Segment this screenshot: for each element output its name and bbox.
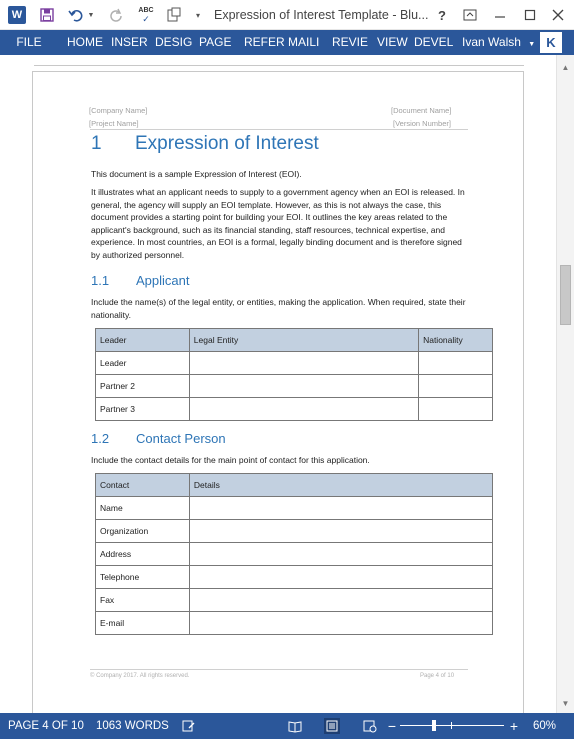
- intro-paragraph: This document is a sample Expression of Interest (EOI).: [91, 169, 302, 179]
- tab-references[interactable]: REFER: [244, 35, 285, 49]
- heading-expression-of-interest: [91, 133, 319, 155]
- table-cell[interactable]: [189, 352, 418, 375]
- proofing-icon[interactable]: [181, 718, 197, 734]
- page-top-edge: [34, 65, 524, 66]
- undo-icon[interactable]: [66, 5, 86, 25]
- table-cell[interactable]: [189, 398, 418, 421]
- read-mode-icon[interactable]: [287, 718, 303, 734]
- row-label: Name: [96, 497, 190, 520]
- table-cell[interactable]: [189, 589, 492, 612]
- table-row[interactable]: [96, 398, 493, 421]
- document-area[interactable]: [0, 55, 556, 713]
- row-label: E-mail: [96, 612, 190, 635]
- heading-number: 1: [91, 133, 102, 154]
- tab-insert[interactable]: INSER: [111, 35, 148, 49]
- heading-text: Contact Person: [136, 431, 226, 446]
- table-row[interactable]: [96, 520, 493, 543]
- help-button[interactable]: ?: [438, 7, 446, 23]
- user-dropdown-icon: ▼: [528, 41, 536, 48]
- footer-page-number: Page 4 of 10: [420, 673, 455, 679]
- footer-rule: [90, 669, 468, 670]
- customize-icon[interactable]: ▾: [195, 10, 200, 20]
- heading-text: Expression of Interest: [135, 133, 319, 154]
- tab-review[interactable]: REVIE: [332, 35, 369, 49]
- applicant-table[interactable]: [95, 328, 493, 421]
- row-label: Fax: [96, 589, 190, 612]
- heading-number: 1.1: [91, 273, 110, 288]
- zoom-out-icon[interactable]: −: [387, 718, 397, 734]
- heading-number: 1.2: [91, 431, 110, 446]
- table-header-cell: Legal Entity: [189, 329, 418, 352]
- table-cell[interactable]: [189, 520, 492, 543]
- zoom-slider-thumb[interactable]: [432, 720, 436, 731]
- tab-design[interactable]: DESIG: [155, 35, 193, 49]
- body-paragraph: It illustrates what an applicant needs to supply to a government agency when an EOI is released. In general, the agency will supply an EOI template. However, as this is not always the case, this document provides a starting point for building your EOI. It outlines the key areas related to the applicant's background, such as its financial standing, staff resources, technical expertise, and experience. In most countries, an EOI is a formal, legally binding document and is therefore signed by authorized personnel.: [91, 187, 465, 260]
- row-label: Telephone: [96, 566, 190, 589]
- scrollbar-thumb[interactable]: [560, 265, 571, 325]
- close-icon[interactable]: [546, 4, 570, 26]
- table-header-row: [96, 329, 493, 352]
- vertical-scrollbar[interactable]: [556, 55, 574, 713]
- scroll-up-icon[interactable]: ▲: [561, 62, 570, 72]
- footer-copyright: © Company 2017. All rights reserved.: [90, 673, 190, 679]
- page-count[interactable]: PAGE 4 OF 10: [8, 720, 84, 732]
- table-cell[interactable]: [189, 612, 492, 635]
- status-bar: [0, 713, 574, 739]
- window-title: Expression of Interest Template - Blu...: [214, 8, 429, 22]
- ribbon-tabs: [0, 30, 574, 55]
- table-cell[interactable]: [189, 566, 492, 589]
- table-cell[interactable]: [189, 497, 492, 520]
- undo-dropdown-icon[interactable]: ▼: [87, 11, 95, 19]
- row-label: Partner 3: [96, 398, 190, 421]
- table-row[interactable]: [96, 497, 493, 520]
- document-page[interactable]: [32, 71, 524, 713]
- minimize-icon[interactable]: [488, 4, 512, 26]
- table-row[interactable]: [96, 566, 493, 589]
- row-label: Partner 2: [96, 375, 190, 398]
- title-bar: [0, 0, 574, 30]
- header-rule: [90, 129, 468, 130]
- tab-view[interactable]: VIEW: [377, 35, 408, 49]
- table-header-cell: Nationality: [419, 329, 493, 352]
- zoom-in-icon[interactable]: +: [509, 718, 519, 734]
- table-header-cell: Leader: [96, 329, 190, 352]
- table-row[interactable]: [96, 375, 493, 398]
- zoom-slider[interactable]: [400, 725, 504, 726]
- user-account[interactable]: [462, 30, 535, 55]
- redo-icon[interactable]: [106, 5, 126, 25]
- row-label: Organization: [96, 520, 190, 543]
- zoom-slider-center-mark: [451, 722, 452, 729]
- touch-mode-icon[interactable]: [164, 5, 184, 25]
- header-document-name: [Document Name]: [391, 106, 452, 115]
- heading-contact-person: [91, 431, 226, 446]
- header-company-name: [Company Name]: [89, 106, 148, 115]
- print-layout-icon[interactable]: [324, 718, 340, 734]
- table-row[interactable]: [96, 589, 493, 612]
- spelling-icon[interactable]: ABC ✓: [138, 6, 154, 24]
- applicant-description: Include the name(s) of the legal entity, or entities, making the application. When required, state their nationality.: [91, 297, 466, 320]
- word-count[interactable]: 1063 WORDS: [96, 720, 169, 732]
- header-version-number: [Version Number]: [393, 119, 451, 128]
- maximize-icon[interactable]: [518, 4, 542, 26]
- row-label: Address: [96, 543, 190, 566]
- header-project-name: [Project Name]: [89, 119, 139, 128]
- heading-text: Applicant: [136, 273, 190, 288]
- contact-description: Include the contact details for the main point of contact for this application.: [91, 455, 370, 465]
- zoom-level[interactable]: 60%: [533, 720, 557, 732]
- table-header-row: [96, 474, 493, 497]
- tab-developer[interactable]: DEVEL: [414, 35, 454, 49]
- web-layout-icon[interactable]: [362, 718, 378, 734]
- tab-home[interactable]: HOME: [67, 35, 103, 49]
- avatar[interactable]: K: [540, 32, 562, 53]
- scroll-down-icon[interactable]: ▼: [561, 698, 570, 708]
- table-header-cell: Contact: [96, 474, 190, 497]
- tab-file[interactable]: FILE: [0, 30, 58, 55]
- table-cell[interactable]: [419, 375, 493, 398]
- row-label: Leader: [96, 352, 190, 375]
- table-cell[interactable]: [419, 352, 493, 375]
- table-cell[interactable]: [189, 543, 492, 566]
- table-row[interactable]: [96, 543, 493, 566]
- table-row[interactable]: [96, 352, 493, 375]
- table-row[interactable]: [96, 612, 493, 635]
- contact-table[interactable]: [95, 473, 493, 635]
- table-header-cell: Details: [189, 474, 492, 497]
- heading-applicant: [91, 273, 189, 288]
- ribbon-display-icon[interactable]: [458, 4, 482, 26]
- save-icon[interactable]: [38, 5, 56, 25]
- word-icon[interactable]: W: [8, 6, 26, 24]
- user-name: Ivan Walsh: [462, 35, 521, 49]
- table-cell[interactable]: [189, 375, 418, 398]
- tab-mailings[interactable]: MAILI: [288, 35, 320, 49]
- tab-page-layout[interactable]: PAGE: [199, 35, 232, 49]
- table-cell[interactable]: [419, 398, 493, 421]
